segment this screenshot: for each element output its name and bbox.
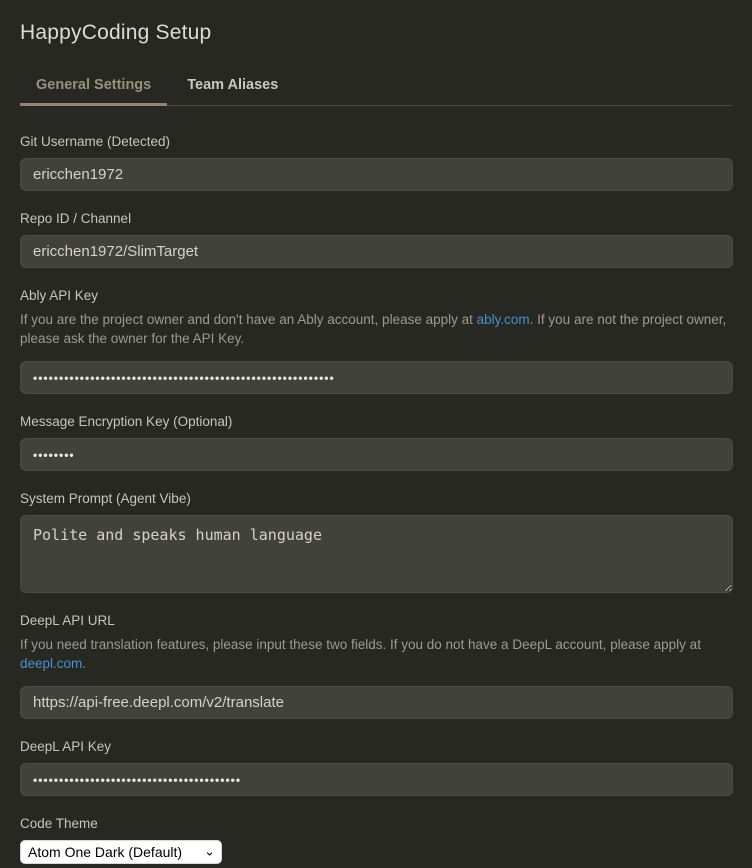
tab-bar	[20, 70, 733, 106]
deepl-api-key-label: DeepL API Key	[20, 739, 112, 754]
deepl-api-url-input[interactable]	[20, 686, 733, 719]
git-username-label: Git Username (Detected)	[20, 134, 171, 149]
deepl-api-key-group	[20, 739, 733, 796]
deepl-help-text-before: If you need translation features, please input these two fields. If you do not have a DeepL account, please apply at	[20, 637, 701, 652]
encryption-key-label: Message Encryption Key (Optional)	[20, 414, 233, 429]
deepl-link[interactable]: deepl.com	[20, 656, 83, 671]
ably-link[interactable]: ably.com	[476, 312, 530, 327]
encryption-key-group	[20, 414, 733, 471]
repo-id-input[interactable]	[20, 235, 733, 268]
ably-help-text-after: . If you are not the project owner, please ask the owner for the API Key.	[20, 312, 727, 346]
code-theme-group	[20, 816, 733, 864]
deepl-api-url-group	[20, 613, 733, 719]
ably-help-text-before: If you are the project owner and don't have an Ably account, please apply at	[20, 312, 477, 327]
general-settings-form	[20, 134, 733, 864]
tab-general-settings[interactable]: General Settings	[20, 70, 167, 106]
code-theme-label: Code Theme	[20, 816, 98, 831]
code-theme-select[interactable]	[20, 840, 222, 864]
system-prompt-textarea[interactable]	[20, 515, 733, 593]
git-username-input[interactable]	[20, 158, 733, 191]
ably-api-key-group	[20, 288, 733, 394]
ably-api-key-label: Ably API Key	[20, 288, 99, 303]
ably-api-key-help	[20, 310, 733, 348]
git-username-group	[20, 134, 733, 191]
tab-team-aliases[interactable]: Team Aliases	[187, 77, 279, 93]
repo-id-label: Repo ID / Channel	[20, 211, 132, 226]
system-prompt-label: System Prompt (Agent Vibe)	[20, 491, 191, 506]
ably-api-key-input[interactable]	[20, 361, 733, 394]
repo-id-group	[20, 211, 733, 268]
deepl-api-url-help	[20, 635, 733, 673]
chevron-down-icon: ⌄	[204, 843, 215, 859]
code-theme-select-wrap	[20, 840, 222, 864]
deepl-api-key-input[interactable]	[20, 763, 733, 796]
page-title: HappyCoding Setup	[20, 21, 212, 44]
deepl-help-text-after: .	[82, 656, 87, 671]
encryption-key-input[interactable]	[20, 438, 733, 471]
deepl-api-url-label: DeepL API URL	[20, 613, 115, 628]
system-prompt-group	[20, 491, 733, 593]
